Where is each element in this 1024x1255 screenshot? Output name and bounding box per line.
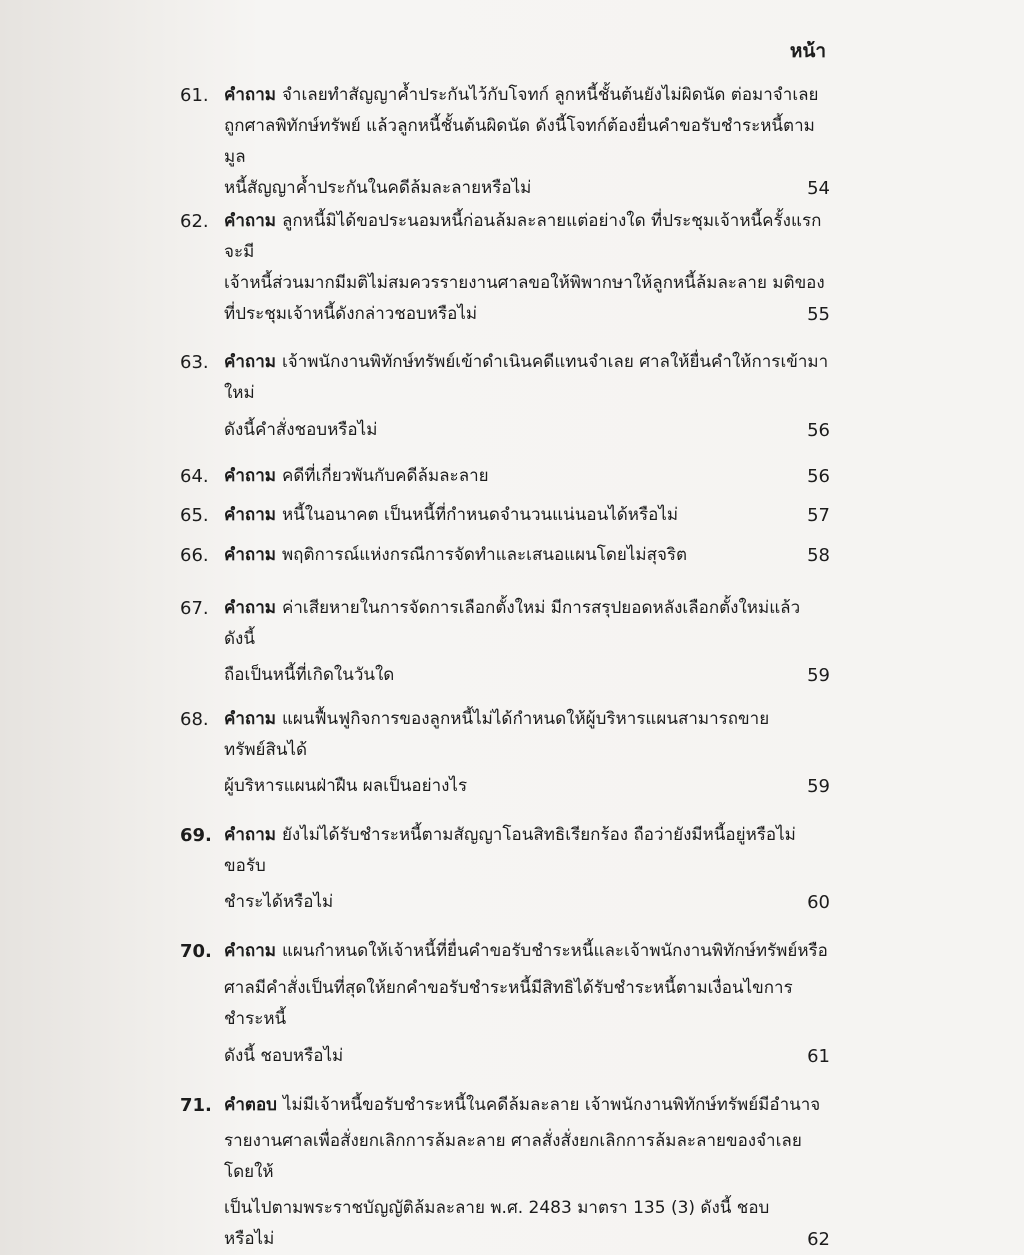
entry-number: 66. <box>180 545 209 566</box>
entry-page-number: 59 <box>807 776 830 797</box>
entry-page-number: 60 <box>807 892 830 913</box>
entry-number: 71. <box>180 1095 212 1116</box>
entry-keyword: คำถาม <box>224 505 276 525</box>
entry-number: 70. <box>180 941 212 962</box>
entry-line: จำเลยทำสัญญาค้ำประกันไว้กับโจทก์ ลูกหนี้ชั้นต้นยังไม่ผิดนัด ต่อมาจำเลย <box>281 85 819 105</box>
entry-page-number: 59 <box>807 665 830 686</box>
toc-entry-64 <box>180 461 830 492</box>
toc-entry-69 <box>180 820 830 918</box>
entry-keyword: คำถาม <box>224 825 276 845</box>
entry-line: ที่ประชุมเจ้าหนี้ดังกล่าวชอบหรือไม่ <box>224 304 478 324</box>
entry-line: รายงานศาลเพื่อสั่งยกเลิกการล้มละลาย ศาลสั่งสั่งยกเลิกการล้มละลายของจำเลยโดยให้ <box>224 1131 802 1182</box>
entry-number: 64. <box>180 466 209 487</box>
entry-keyword: คำถาม <box>224 466 276 486</box>
entry-number: 67. <box>180 598 209 619</box>
entry-keyword: คำถาม <box>224 352 276 372</box>
entry-number: 61. <box>180 85 209 106</box>
toc-entry-63 <box>180 347 830 446</box>
entry-line: หนี้สัญญาค้ำประกันในคดีล้มละลายหรือไม่ <box>224 178 532 198</box>
entry-line: ถือเป็นหนี้ที่เกิดในวันใด <box>224 665 395 685</box>
entry-keyword: คำตอบ <box>224 1095 277 1115</box>
entry-number: 65. <box>180 505 209 526</box>
toc-entry-65 <box>180 500 830 531</box>
entry-line: ลูกหนี้มิได้ขอประนอมหนี้ก่อนล้มละลายแต่อย่างใด ที่ประชุมเจ้าหนี้ครั้งแรกจะมี <box>224 211 822 262</box>
toc-entry-70 <box>180 936 830 1072</box>
entry-page-number: 56 <box>807 420 830 441</box>
entry-line: ดังนี้ ชอบหรือไม่ <box>224 1046 344 1066</box>
entry-keyword: คำถาม <box>224 211 276 231</box>
toc-entry-61 <box>180 80 830 204</box>
entry-line: ค่าเสียหายในการจัดการเลือกตั้งใหม่ มีการสรุปยอดหลังเลือกตั้งใหม่แล้ว ดังนี้ <box>224 598 801 649</box>
entry-line: เจ้าหนี้ส่วนมากมีมติไม่สมควรรายงานศาลขอให้พิพากษาให้ลูกหนี้ล้มละลาย มติของ <box>224 273 825 293</box>
entry-line: แผนฟื้นฟูกิจการของลูกหนี้ไม่ได้กำหนดให้ผู้บริหารแผนสามารถขายทรัพย์สินได้ <box>224 709 770 760</box>
toc-entry-62 <box>180 206 830 330</box>
entry-keyword: คำถาม <box>224 598 276 618</box>
entry-line: ดังนี้คำสั่งชอบหรือไม่ <box>224 420 378 440</box>
entry-page-number: 57 <box>807 505 830 526</box>
toc-entry-66 <box>180 540 830 571</box>
entry-number: 63. <box>180 352 209 373</box>
entry-line: คดีที่เกี่ยวพันกับคดีล้มละลาย <box>281 466 489 486</box>
entry-keyword: คำถาม <box>224 941 276 961</box>
entry-line: เป็นไปตามพระราชบัญญัติล้มละลาย พ.ศ. 2483 มาตรา 135 (3) ดังนี้ ชอบหรือไม่ <box>224 1198 770 1249</box>
entry-page-number: 55 <box>807 304 830 325</box>
toc-entry-67 <box>180 593 830 691</box>
entry-keyword: คำถาม <box>224 545 276 565</box>
entry-keyword: คำถาม <box>224 709 276 729</box>
entry-page-number: 54 <box>807 178 830 199</box>
entry-page-number: 56 <box>807 466 830 487</box>
entry-line: ชำระได้หรือไม่ <box>224 892 334 912</box>
entry-number: 62. <box>180 211 209 232</box>
toc-entry-71 <box>180 1090 830 1255</box>
entry-line: ผู้บริหารแผนฝ่าฝืน ผลเป็นอย่างไร <box>224 776 468 796</box>
entry-page-number: 58 <box>807 545 830 566</box>
entry-keyword: คำถาม <box>224 85 276 105</box>
entry-line: หนี้ในอนาคต เป็นหนี้ที่กำหนดจำนวนแน่นอนได้หรือไม่ <box>281 505 679 525</box>
entry-line: ยังไม่ได้รับชำระหนี้ตามสัญญาโอนสิทธิเรียกร้อง ถือว่ายังมีหนี้อยู่หรือไม่ ขอรับ <box>224 825 796 876</box>
entry-line: ศาลมีคำสั่งเป็นที่สุดให้ยกคำขอรับชำระหนี้มีสิทธิได้รับชำระหนี้ตามเงื่อนไขการชำระหนี้ <box>224 978 793 1029</box>
entry-line: เจ้าพนักงานพิทักษ์ทรัพย์เข้าดำเนินคดีแทนจำเลย ศาลให้ยื่นคำให้การเข้ามาใหม่ <box>224 352 829 403</box>
entry-number: 69. <box>180 825 212 846</box>
table-of-contents <box>180 80 830 1255</box>
entry-page-number: 61 <box>807 1046 830 1067</box>
entry-line: ถูกศาลพิทักษ์ทรัพย์ แล้วลูกหนี้ชั้นต้นผิดนัด ดังนี้โจทก์ต้องยื่นคำขอรับชำระหนี้ตามมูล <box>224 116 815 167</box>
toc-entry-68 <box>180 704 830 802</box>
entry-number: 68. <box>180 709 209 730</box>
entry-line: ไม่มีเจ้าหนี้ขอรับชำระหนี้ในคดีล้มละลาย เจ้าพนักงานพิทักษ์ทรัพย์มีอำนาจ <box>282 1095 821 1115</box>
entry-line: แผนกำหนดให้เจ้าหนี้ที่ยื่นคำขอรับชำระหนี้และเจ้าพนักงานพิทักษ์ทรัพย์หรือ <box>281 941 828 961</box>
entry-line: พฤติการณ์แห่งกรณีการจัดทำและเสนอแผนโดยไม่สุจริต <box>281 545 688 565</box>
page-column-header: หน้า <box>789 40 826 62</box>
entry-page-number: 62 <box>807 1229 830 1250</box>
